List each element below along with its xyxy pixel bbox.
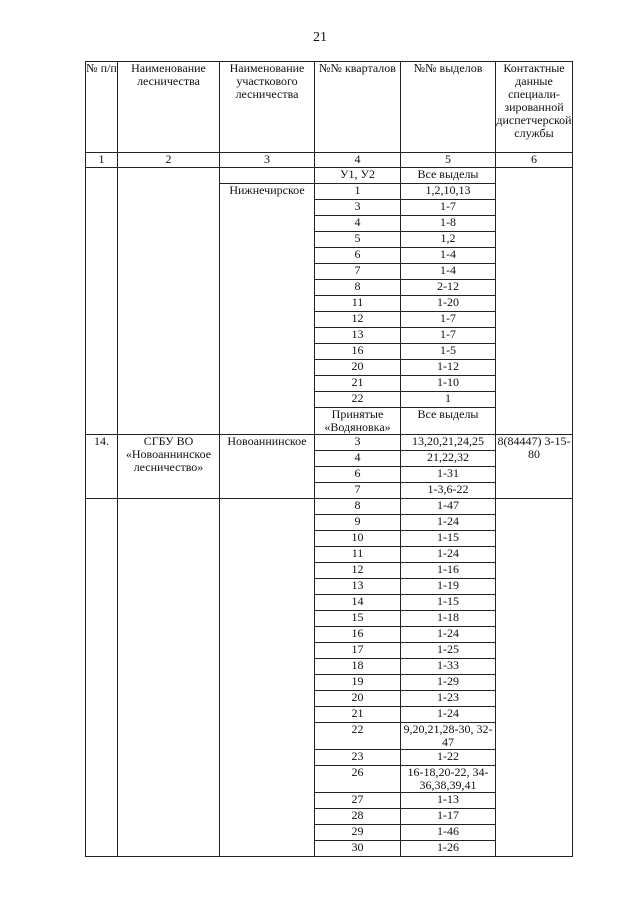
quarter-cell: 19 [315,675,401,691]
plots-cell: 1-3,6-22 [401,483,496,499]
plots-cell: 21,22,32 [401,451,496,467]
quarter-cell: 28 [315,809,401,825]
subforestry-cell: Новоаннинское [220,435,315,499]
quarter-cell: 12 [315,312,401,328]
quarter-cell: 29 [315,825,401,841]
quarter-cell: Принятые «Водяновка» [315,408,401,435]
plots-cell: 1-26 [401,841,496,857]
subforestry-cell [220,499,315,857]
quarter-cell: 27 [315,793,401,809]
quarter-cell: 5 [315,232,401,248]
quarter-cell: 7 [315,264,401,280]
header-plots: №№ выделов [401,62,496,153]
plots-cell: 1-22 [401,750,496,766]
header-subforestry: Наименование участкового лесничества [220,62,315,153]
quarter-cell: 21 [315,376,401,392]
col-number-1: 1 [86,153,118,168]
plots-cell: 9,20,21,28-30, 32-47 [401,723,496,750]
contact-cell: 8(84447) 3-15-80 [496,435,573,499]
quarter-cell: 6 [315,467,401,483]
plots-cell: 1-4 [401,248,496,264]
subforestry-cell-empty [220,168,315,184]
quarter-cell: 9 [315,515,401,531]
plots-cell: 1,2,10,13 [401,184,496,200]
quarter-cell: 14 [315,595,401,611]
plots-cell: 1-46 [401,825,496,841]
plots-cell: Все выделы [401,168,496,184]
quarter-cell: 26 [315,766,401,793]
quarter-cell: 4 [315,451,401,467]
plots-cell: 1-18 [401,611,496,627]
quarter-cell: 18 [315,659,401,675]
plots-cell: 1-13 [401,793,496,809]
quarter-cell: 13 [315,328,401,344]
plots-cell: 1-17 [401,809,496,825]
column-number-row [86,153,573,168]
plots-cell: Все выделы [401,408,496,435]
plots-cell: 1-31 [401,467,496,483]
plots-cell: 13,20,21,24,25 [401,435,496,451]
quarter-cell: 7 [315,483,401,499]
header-row [86,62,573,153]
plots-cell: 1-4 [401,264,496,280]
plots-cell: 1-20 [401,296,496,312]
quarter-cell: 22 [315,392,401,408]
contact-cell [496,168,573,435]
quarter-cell: 16 [315,627,401,643]
plots-cell: 16-18,20-22, 34-36,38,39,41 [401,766,496,793]
forestry-cell [118,168,220,435]
plots-cell: 1-7 [401,200,496,216]
quarter-cell: 8 [315,499,401,515]
forestry-cell [118,499,220,857]
col-number-4: 4 [315,153,401,168]
quarter-cell: 12 [315,563,401,579]
plots-cell: 1-10 [401,376,496,392]
plots-cell: 1-16 [401,563,496,579]
page-number: 21 [313,30,327,45]
header-num: № п/п [86,62,118,153]
quarter-cell: 3 [315,435,401,451]
quarter-cell: 16 [315,344,401,360]
quarter-cell: 3 [315,200,401,216]
num-cell [86,499,118,857]
plots-cell: 1-7 [401,328,496,344]
quarter-cell: 17 [315,643,401,659]
plots-cell: 1-25 [401,643,496,659]
plots-cell: 1-47 [401,499,496,515]
plots-cell: 1-23 [401,691,496,707]
num-cell: 14. [86,435,118,499]
plots-cell: 1-24 [401,707,496,723]
plots-cell: 1-24 [401,515,496,531]
contact-cell [496,499,573,857]
table-row [86,168,573,184]
plots-cell: 1-19 [401,579,496,595]
quarter-cell: 30 [315,841,401,857]
quarter-cell: 22 [315,723,401,750]
forestry-cell: СГБУ ВО «Новоаннинское лесничество» [118,435,220,499]
plots-cell: 2-12 [401,280,496,296]
plots-cell: 1-15 [401,531,496,547]
plots-cell: 1 [401,392,496,408]
table-row [86,499,573,515]
plots-cell: 1,2 [401,232,496,248]
plots-cell: 1-24 [401,547,496,563]
quarter-cell: 11 [315,296,401,312]
quarter-cell: 4 [315,216,401,232]
quarter-cell: 8 [315,280,401,296]
quarter-cell: 13 [315,579,401,595]
table-row [86,435,573,451]
quarter-cell: 23 [315,750,401,766]
quarter-cell: 1 [315,184,401,200]
plots-cell: 1-24 [401,627,496,643]
quarter-cell: 10 [315,531,401,547]
plots-cell: 1-5 [401,344,496,360]
plots-cell: 1-7 [401,312,496,328]
col-number-5: 5 [401,153,496,168]
quarter-cell: 15 [315,611,401,627]
header-contact: Контактные данные специали-зированной диспетчерской службы [496,62,573,153]
plots-cell: 1-12 [401,360,496,376]
quarter-cell: 20 [315,691,401,707]
quarter-cell: 6 [315,248,401,264]
quarter-cell: 11 [315,547,401,563]
col-number-3: 3 [220,153,315,168]
quarter-cell: 21 [315,707,401,723]
plots-cell: 1-33 [401,659,496,675]
forestry-table [85,61,573,857]
plots-cell: 1-15 [401,595,496,611]
subforestry-cell: Нижнечирское [220,184,315,435]
plots-cell: 1-29 [401,675,496,691]
header-forestry: Наименование лесничества [118,62,220,153]
quarter-cell: 20 [315,360,401,376]
col-number-2: 2 [118,153,220,168]
quarter-cell: У1, У2 [315,168,401,184]
header-quarters: №№ кварталов [315,62,401,153]
num-cell [86,168,118,435]
plots-cell: 1-8 [401,216,496,232]
col-number-6: 6 [496,153,573,168]
